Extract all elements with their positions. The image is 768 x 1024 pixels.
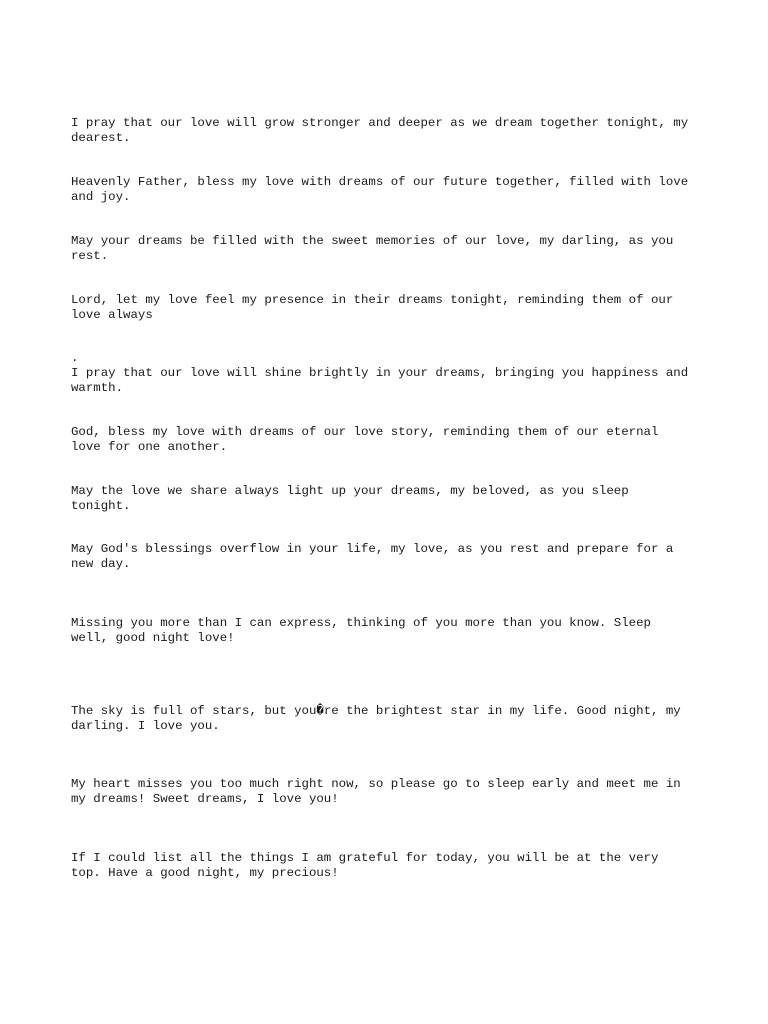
paragraph-8: May God's blessings overflow in your life, my love, as you rest and prepare for a new day.	[71, 542, 674, 571]
paragraph-9: Missing you more than I can express, thinking of you more than you know. Sleep well, good night love!	[71, 616, 651, 645]
paragraph-10: The sky is full of stars, but you�re the brightest star in my life. Good night, my darling. I love you.	[71, 704, 681, 733]
paragraph-7: May the love we share always light up your dreams, my beloved, as you sleep tonight.	[71, 484, 629, 513]
paragraph-4: Lord, let my love feel my presence in their dreams tonight, reminding them of our love always	[71, 293, 674, 322]
paragraph-1: I pray that our love will grow stronger and deeper as we dream together tonight, my dearest.	[71, 116, 689, 145]
paragraph-12: If I could list all the things I am grateful for today, you will be at the very top. Have a good night, my precious!	[71, 851, 659, 880]
paragraph-3: May your dreams be filled with the sweet memories of our love, my darling, as you rest.	[71, 234, 674, 263]
paragraph-11: My heart misses you too much right now, so please go to sleep early and meet me in my dreams! Sweet dreams, I love you!	[71, 777, 681, 806]
paragraph-2: Heavenly Father, bless my love with dreams of our future together, filled with love and joy.	[71, 175, 689, 204]
paragraph-6: God, bless my love with dreams of our love story, reminding them of our eternal love for one another.	[71, 425, 659, 454]
paragraph-5: . I pray that our love will shine brightly in your dreams, bringing you happiness and warmth.	[71, 351, 689, 395]
